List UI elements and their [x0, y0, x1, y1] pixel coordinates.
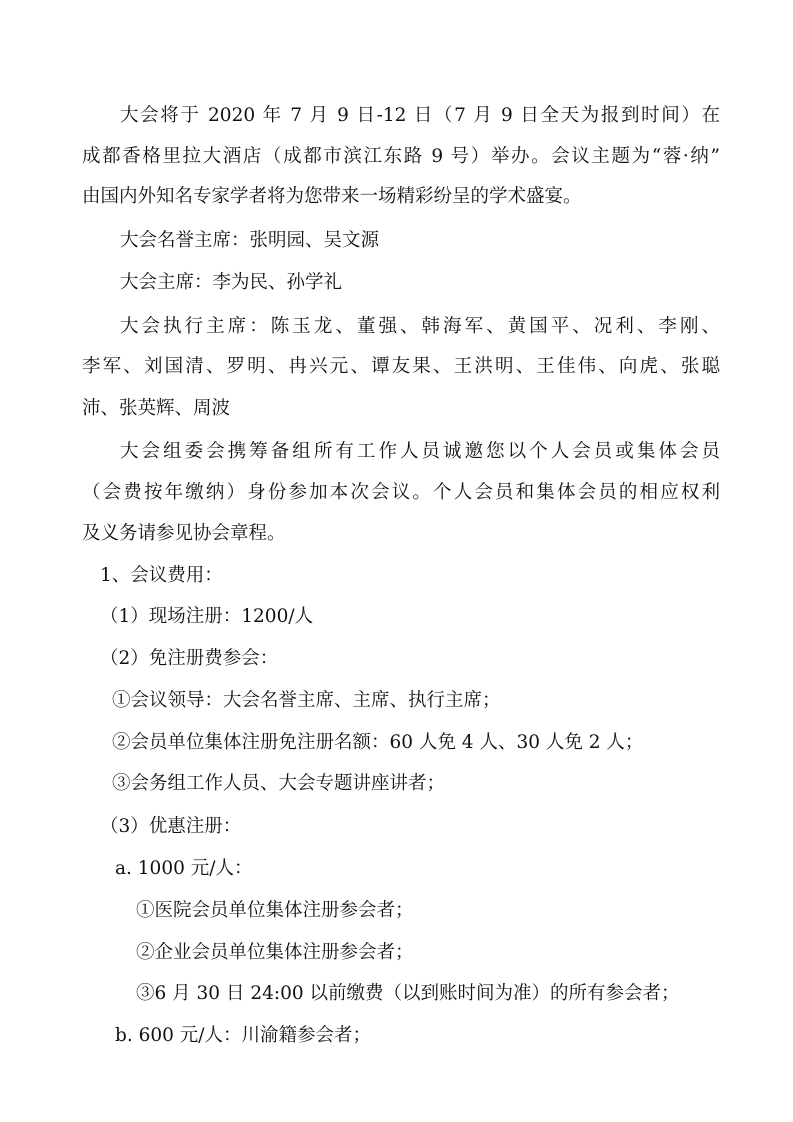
intro-line-1: 大会将于 2020 年 7 月 9 日-12 日（7 月 9 日全天为报到时间）在	[120, 105, 720, 126]
honorary-chair: 大会名誉主席：张明园、吴文源	[120, 230, 380, 251]
fees-free-item-3: ③会务组工作人员、大会专题讲座讲者；	[112, 773, 446, 794]
fees-onsite: （1）现场注册：1200/人	[100, 606, 314, 627]
invitation-line-1: 大会组委会携筹备组所有工作人员诚邀您以个人会员或集体会员	[120, 441, 720, 462]
fees-tier-a-item-2: ②企业会员单位集体注册参会者；	[136, 942, 414, 963]
fees-heading: 1、会议费用：	[100, 565, 223, 586]
executive-chair-line-3: 沛、张英辉、周波	[82, 398, 231, 419]
executive-chair-line-1: 大会执行主席：陈玉龙、董强、韩海军、黄国平、况利、李刚、	[120, 316, 720, 337]
intro-line-2: 成都香格里拉大酒店（成都市滨江东路 9 号）举办。会议主题为“蓉·纳”	[82, 146, 720, 167]
fees-tier-a-item-1: ①医院会员单位集体注册参会者；	[136, 900, 414, 921]
invitation-line-2: （会费按年缴纳）身份参加本次会议。个人会员和集体会员的相应权利	[82, 482, 720, 503]
fees-free-item-1: ①会议领导：大会名誉主席、主席、执行主席；	[112, 690, 501, 711]
fees-free-item-2: ②会员单位集体注册免注册名额：60 人免 4 人、30 人免 2 人；	[112, 732, 644, 753]
fees-tier-b: b. 600 元/人：川渝籍参会者；	[115, 1025, 372, 1046]
chair: 大会主席：李为民、孙学礼	[120, 272, 343, 293]
executive-chair-line-2: 李军、刘国清、罗明、冉兴元、谭友果、王洪明、王佳伟、向虎、张聪	[82, 356, 720, 377]
intro-line-3: 由国内外知名专家学者将为您带来一场精彩纷呈的学术盛宴。	[82, 186, 582, 207]
invitation-line-3: 及义务请参见协会章程。	[82, 523, 286, 544]
fees-tier-a: a. 1000 元/人：	[115, 858, 253, 879]
fees-tier-a-item-3: ③6 月 30 日 24:00 以前缴费（以到账时间为准）的所有参会者；	[136, 983, 680, 1004]
fees-free-heading: （2）免注册费参会：	[100, 648, 279, 669]
fees-discount-heading: （3）优惠注册：	[100, 816, 242, 837]
